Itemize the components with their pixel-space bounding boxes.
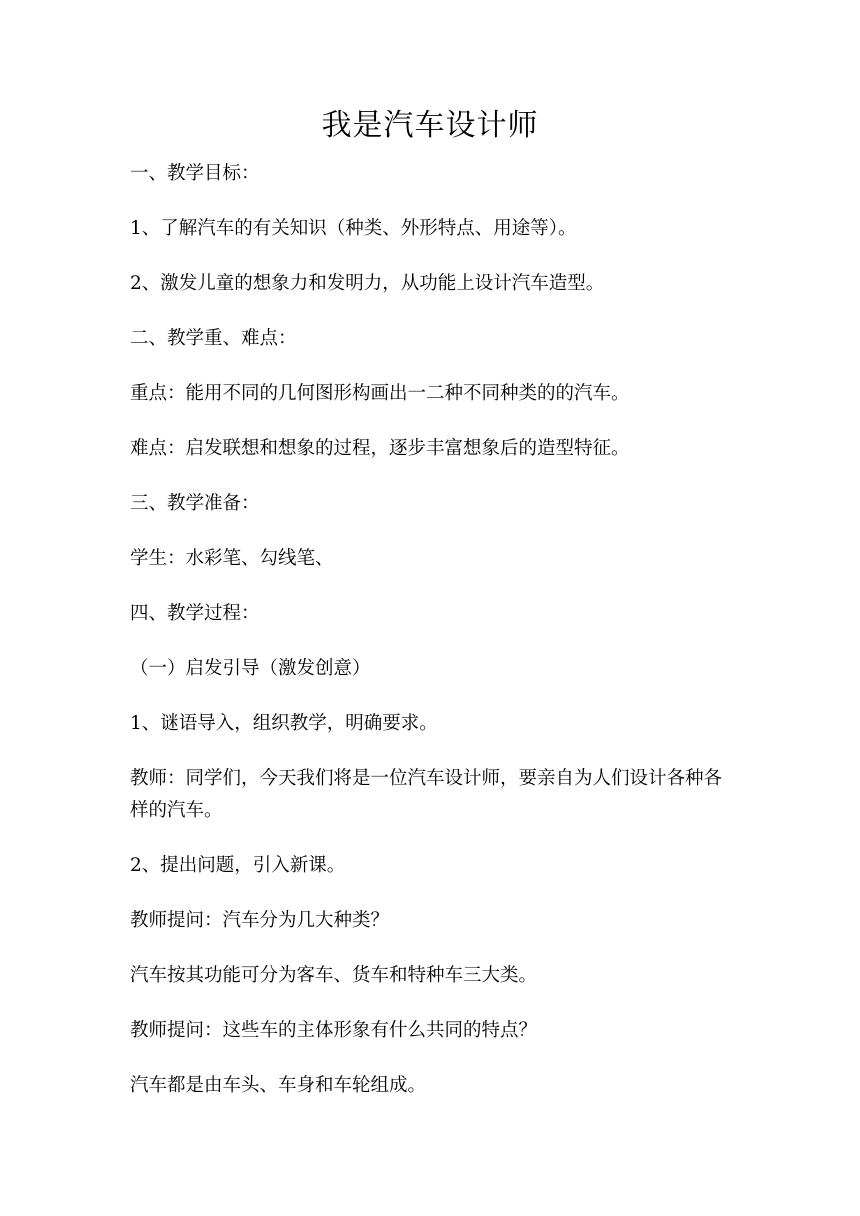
paragraph: 1、谜语导入，组织教学，明确要求。 bbox=[130, 713, 438, 734]
subsection-heading: （一）启发引导（激发创意） bbox=[130, 658, 371, 679]
paragraph: 汽车都是由车头、车身和车轮组成。 bbox=[130, 1075, 427, 1096]
paragraph: 难点：启发联想和想象的过程，逐步丰富想象后的造型特征。 bbox=[130, 438, 630, 459]
section-heading-process: 四、教学过程： bbox=[130, 603, 260, 624]
paragraph: 1、了解汽车的有关知识（种类、外形特点、用途等）。 bbox=[130, 218, 577, 239]
paragraph: 教师提问：汽车分为几大种类？ bbox=[130, 910, 390, 931]
document-body bbox=[130, 158, 730, 1125]
paragraph: 2、提出问题，引入新课。 bbox=[130, 855, 346, 876]
section-heading-key-points: 二、教学重、难点： bbox=[130, 328, 297, 349]
section-heading-preparation: 三、教学准备： bbox=[130, 493, 260, 514]
paragraph: 2、激发儿童的想象力和发明力，从功能上设计汽车造型。 bbox=[130, 273, 605, 294]
document-title: 我是汽车设计师 bbox=[321, 108, 539, 143]
paragraph: 重点：能用不同的几何图形构画出一二种不同种类的的汽车。 bbox=[130, 383, 630, 404]
paragraph: 学生：水彩笔、勾线笔、 bbox=[130, 548, 334, 569]
paragraph: 教师提问：这些车的主体形象有什么共同的特点？ bbox=[130, 1020, 538, 1041]
paragraph: 教师：同学们，今天我们将是一位汽车设计师，要亲自为人们设计各种各样的汽车。 bbox=[130, 768, 723, 821]
paragraph: 汽车按其功能可分为客车、货车和特种车三大类。 bbox=[130, 965, 538, 986]
section-heading-objectives: 一、教学目标： bbox=[130, 163, 260, 184]
